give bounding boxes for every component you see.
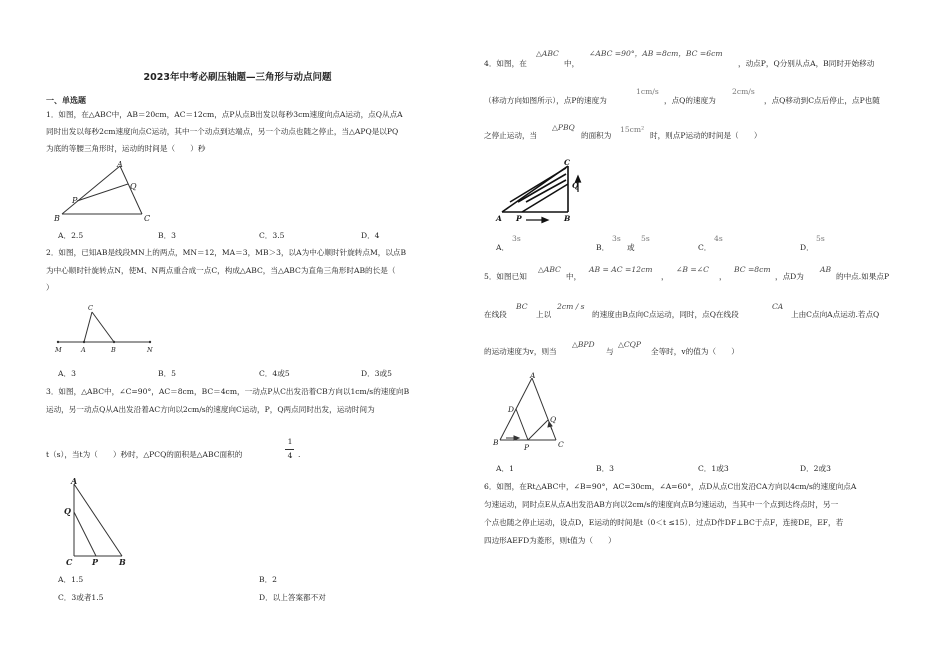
- q5-option-d: D．2或3: [800, 464, 831, 473]
- q4-text: 4．如图，在: [484, 59, 527, 68]
- q4-math: 2cm/s: [732, 87, 755, 96]
- q1-option-a: A．2.5: [58, 231, 84, 240]
- q5-label-q: Q: [550, 415, 557, 424]
- q4-right-triangle-figure: [492, 158, 588, 228]
- q1-line: 1．如图，在△ABC中，AB＝20cm，AC＝12cm，点P从点B出发以每秒3cm速度向点A运动，点Q从点A: [46, 110, 403, 119]
- q3-side-ab: [74, 484, 122, 556]
- q4-segment-pq: [522, 184, 568, 212]
- q2-line: ）: [46, 283, 54, 292]
- q4-text: 的面积为: [581, 131, 612, 140]
- q4-option-a: A．: [496, 243, 510, 252]
- q3-label-c: C: [66, 557, 73, 567]
- q6-line: 个点也随之停止运动，设点D，E运动的时间是t（0＜t ≤15）．过点D作DF⊥BC于点F，连接DE，EF，若: [484, 518, 844, 527]
- q5-text: ，点D为: [775, 272, 804, 281]
- q4-label-p: P: [516, 214, 522, 223]
- q2-label-b: B: [111, 346, 116, 354]
- q3-option-a: A．1.5: [58, 575, 84, 584]
- q1-label-p: P: [72, 196, 78, 205]
- q5-option-c: C．1或3: [698, 464, 729, 473]
- q2-label-c: C: [88, 304, 93, 312]
- q3-line: 3．如图，△ABC中，∠C=90°，AC＝8cm，BC＝4cm，一动点P从C出发沿着CB方向以1cm/s的速度向B: [46, 387, 410, 396]
- q4-option-c-value: 4s: [714, 234, 723, 243]
- q5-math: ∠B =∠C: [676, 265, 709, 274]
- q4-option-b-value: 3s: [612, 234, 621, 243]
- q5-side-ac: [532, 378, 556, 440]
- q2-side-ac: [84, 312, 92, 342]
- q4-option-b-or: 或: [627, 243, 635, 252]
- q4-text: ，点Q移动到C点后停止，点P也随: [764, 96, 880, 105]
- q1-triangle-figure: [50, 158, 160, 224]
- q3-fraction-bar: [285, 449, 294, 450]
- q5-text: 的速度由B点向C点运动，同时，点Q在线段: [592, 310, 739, 319]
- q3-label-p: P: [92, 557, 99, 567]
- q4-math: ∠ABC =90°，AB =8cm，BC =6cm: [589, 49, 723, 58]
- q4-option-a-value: 3s: [512, 234, 521, 243]
- document-title: 2023年中考必刷压轴题—三角形与动点问题: [143, 72, 332, 83]
- q4-label-a: A: [496, 214, 502, 223]
- q1-line: 为底的等腰三角形时，运动的时间是（ ）秒: [46, 144, 206, 153]
- q2-option-c: C．4或5: [259, 369, 290, 378]
- q3-label-a: A: [71, 476, 78, 486]
- q4-option-b: B．: [596, 243, 610, 252]
- q2-line: 为中心顺时针旋转点N，使M、N两点重合成一点C，构成△ABC，当△ABC为直角三角形时AB的长是（: [46, 266, 396, 275]
- q4-text: ，点Q的速度为: [664, 96, 716, 105]
- q4-text: （移动方向如图所示），点P的速度为: [484, 96, 607, 105]
- q6-line: 四边形AEFD为菱形，则t值为（ ）: [484, 536, 616, 545]
- q5-text: 全等时，v的值为（ ）: [651, 347, 739, 356]
- q4-math: △PBQ: [552, 123, 575, 132]
- q4-math: △ABC: [536, 49, 559, 58]
- q5-label-a: A: [530, 371, 536, 380]
- q3-label-b: B: [119, 557, 126, 567]
- q3-option-d: D．以上答案都不对: [259, 593, 326, 602]
- q5-text: ，: [661, 272, 669, 281]
- q5-math: △CQP: [618, 340, 641, 349]
- q5-math: 2cm / s: [557, 302, 585, 311]
- q4-text: 时，则点P运动的时间是（ ）: [650, 131, 762, 140]
- q3-option-c: C．3或者1.5: [58, 593, 104, 602]
- q5-math: △BPD: [572, 340, 595, 349]
- q4-text: 之停止运动，当: [484, 131, 538, 140]
- q3-period: .: [298, 450, 301, 459]
- section-heading: 一、单选题: [46, 96, 86, 105]
- q5-text: 的运动速度为v，则当: [484, 347, 557, 356]
- q2-side-bc: [92, 312, 114, 342]
- q1-line: 同时出发以每秒2cm速度向点C运动，其中一个动点到达端点，另一个动点也随之停止，当△APQ是以PQ: [46, 127, 399, 136]
- q1-option-d: D．4: [361, 231, 380, 240]
- q2-option-d: D．3或5: [361, 369, 392, 378]
- q4-option-d: D．: [800, 243, 814, 252]
- q1-label-b: B: [54, 214, 60, 223]
- q1-label-q: Q: [130, 182, 137, 191]
- q5-text: 上以: [536, 310, 552, 319]
- q4-option-d-value: 5s: [816, 234, 825, 243]
- q5-segment-dp: [516, 409, 528, 440]
- q5-text: 5．如图已知: [484, 272, 527, 281]
- q5-segment-pq: [528, 420, 548, 440]
- q5-text: 与: [606, 347, 614, 356]
- q4-option-b-value: 5s: [641, 234, 650, 243]
- q2-option-b: B．5: [158, 369, 177, 378]
- q1-option-c: C．3.5: [259, 231, 285, 240]
- q5-text: 上由C点向A点运动.若点Q: [791, 310, 880, 319]
- q5-math: △ABC: [538, 265, 561, 274]
- q5-label-c: C: [558, 440, 564, 449]
- q5-math: AB: [820, 265, 832, 274]
- q5-label-p: P: [524, 443, 530, 452]
- q1-option-b: B．3: [158, 231, 177, 240]
- q5-option-a: A．1: [496, 464, 514, 473]
- q4-text: 中，: [564, 59, 580, 68]
- q2-label-a: A: [81, 346, 86, 354]
- q3-segment-pq: [74, 512, 96, 556]
- q4-label-q: Q: [572, 181, 579, 190]
- q5-text: 的中点.如果点P: [836, 272, 890, 281]
- q5-math: BC: [516, 302, 528, 311]
- q5-text: 中，: [566, 272, 582, 281]
- q5-math: BC =8cm: [734, 265, 771, 274]
- q4-math: 15cm²: [620, 125, 645, 134]
- q3-line: t（s），当t为（ ）秒时，△PCQ的面积是△ABC面积的: [46, 450, 243, 459]
- q4-label-c: C: [564, 158, 570, 167]
- q1-label-a: A: [117, 160, 123, 169]
- q6-line: 匀速运动，同时点E从点A出发沿AB方向以2cm/s的速度向点B匀速运动，当其中一个点到达终点时，另一: [484, 500, 839, 509]
- q2-segment-figure: [54, 302, 158, 354]
- q5-math: AB = AC =12cm: [589, 265, 653, 274]
- q4-label-b: B: [564, 214, 571, 223]
- q4-option-c: C．: [698, 243, 712, 252]
- q5-option-b: B．3: [596, 464, 615, 473]
- q6-line: 6．如图，在Rt△ABC中，∠B=90°，AC=30cm，∠A=60°，点D从点C出发沿CA方向以4cm/s的速度向点A: [484, 482, 857, 491]
- q3-label-q: Q: [64, 506, 71, 516]
- q2-label-n: N: [147, 346, 153, 354]
- q5-label-d: D: [508, 405, 515, 414]
- q5-text: 在线段: [484, 310, 507, 319]
- q1-segment-pq: [77, 184, 128, 201]
- q4-math: 1cm/s: [636, 87, 659, 96]
- q1-label-c: C: [144, 214, 151, 223]
- q3-fraction-numerator: 1: [287, 437, 293, 446]
- q3-fraction-denominator: 4: [287, 451, 293, 460]
- q3-option-b: B．2: [259, 575, 278, 584]
- q2-line: 2．如图，已知AB是线段MN上的两点，MN＝12，MA＝3，MB＞3，以A为中心顺时针旋转点M，以点B: [46, 248, 407, 257]
- q3-right-triangle-figure: [62, 476, 134, 568]
- q5-isosceles-triangle-figure: [490, 370, 574, 454]
- q5-text: ，: [719, 272, 727, 281]
- q3-line: 运动，另一动点Q从A出发沿着AC方向以2cm/s的速度向C运动，P，Q两点同时出发，运动时间为: [46, 405, 375, 414]
- q5-label-b: B: [493, 438, 499, 447]
- q5-math: CA: [772, 302, 784, 311]
- q4-text: ，动点P，Q分别从点A，B同时开始移动: [738, 59, 875, 68]
- q2-label-m: M: [55, 346, 62, 354]
- q2-option-a: A．3: [58, 369, 76, 378]
